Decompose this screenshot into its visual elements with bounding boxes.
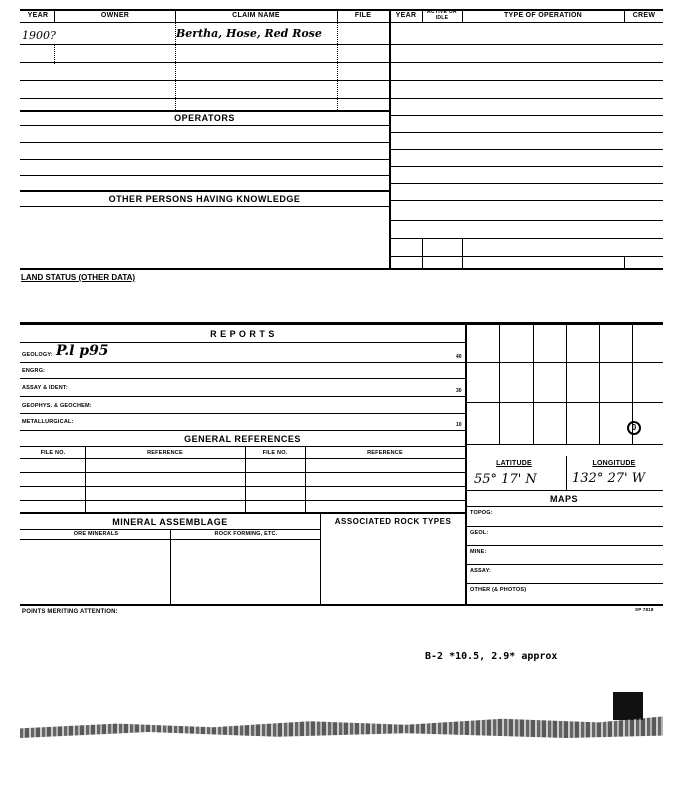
report-num-10: 10: [456, 422, 462, 428]
header-type-of-operation: TYPE OF OPERATION: [503, 12, 583, 19]
report-value-geology: P.l p95: [56, 343, 109, 359]
mineral-assemblage-title: MINERAL ASSEMBLAGE: [112, 517, 228, 527]
header-claim-name: CLAIM NAME: [232, 12, 280, 19]
form-number: SP 7818: [635, 607, 654, 612]
report-label-metallurgical: METALLURGICAL:: [22, 419, 74, 425]
typed-note: B-2 *10.5, 2.9* approx: [425, 651, 558, 662]
report-num-30: 30: [456, 388, 462, 394]
general-references-title: GENERAL REFERENCES: [184, 434, 301, 444]
maps-topog: TOPOG:: [470, 510, 493, 516]
ref-header-file-no-1: FILE NO.: [40, 450, 66, 456]
grid-mark-text: 0: [631, 423, 637, 432]
header-year: YEAR: [27, 12, 49, 19]
header-year-2: YEAR: [395, 12, 417, 19]
header-owner: OWNER: [100, 12, 130, 19]
report-label-engrg: ENGRG:: [22, 368, 46, 374]
latitude-value: 55° 17' N: [474, 472, 537, 487]
scan-black-block: [613, 692, 643, 720]
row1-claim-name: Bertha, Hose, Red Rose: [176, 27, 322, 40]
latitude-label: LATITUDE: [496, 460, 532, 467]
report-label-assay: ASSAY & IDENT:: [22, 385, 68, 391]
points-meriting-label: POINTS MERITING ATTENTION:: [22, 609, 118, 615]
ref-header-reference-2: REFERENCE: [367, 450, 403, 456]
maps-title: MAPS: [549, 494, 578, 504]
header-file: FILE: [354, 12, 372, 19]
ref-header-reference-1: REFERENCE: [147, 450, 183, 456]
longitude-label: LONGITUDE: [592, 460, 636, 467]
maps-mine: MINE:: [470, 549, 487, 555]
grid-mark: [627, 421, 641, 435]
land-status-label: LAND STATUS (OTHER DATA): [21, 273, 136, 282]
rock-forming-label: ROCK FORMING, ETC.: [214, 531, 278, 537]
associated-rock-types-label: ASSOCIATED ROCK TYPES: [334, 517, 452, 526]
ore-minerals-label: ORE MINERALS: [73, 531, 119, 537]
operators-title: OPERATORS: [174, 113, 235, 123]
ref-header-file-no-2: FILE NO.: [262, 450, 288, 456]
report-label-geophys: GEOPHYS. & GEOCHEM:: [22, 403, 92, 409]
reports-title: R E P O R T S: [210, 329, 275, 339]
header-active-or-idle: ACTIVE OR IDLE: [427, 9, 457, 21]
maps-other: OTHER (& PHOTOS): [470, 587, 527, 593]
maps-assay: ASSAY:: [470, 568, 492, 574]
header-crew: CREW: [632, 12, 656, 19]
row1-year: 1900?: [22, 29, 56, 42]
report-num-40: 40: [456, 354, 462, 360]
longitude-value: 132° 27' W: [572, 471, 646, 486]
other-persons-title: OTHER PERSONS HAVING KNOWLEDGE: [108, 194, 301, 204]
maps-geol: GEOL:: [470, 530, 489, 536]
scan-noise-band: [20, 714, 663, 738]
report-label-geology: GEOLOGY:: [22, 352, 53, 358]
